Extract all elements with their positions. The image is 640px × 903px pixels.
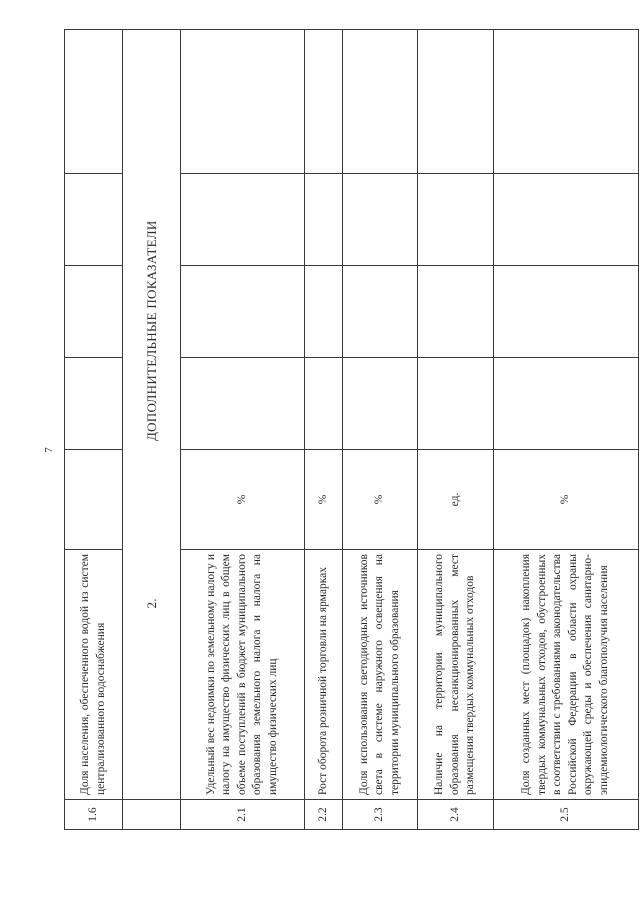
- value-cell: [180, 30, 304, 174]
- row-number: 1.6: [65, 800, 123, 830]
- section-heading: [123, 30, 180, 800]
- value-cell: [305, 266, 343, 358]
- value-cell: [418, 358, 494, 450]
- indicator-name: Удельный вес недоимки по земельному налогу и налогу на имущество физических лиц в общем объеме поступлений в бюджет муниципального образования земельного налога и налога на имущество физических лиц: [180, 550, 304, 800]
- table-row: [418, 30, 494, 830]
- value-cell: [418, 266, 494, 358]
- table-row: [305, 30, 343, 830]
- rotated-table-frame: [64, 30, 639, 830]
- value-cell: [65, 358, 123, 450]
- section-number: 2.: [143, 598, 159, 609]
- table-row: [342, 30, 418, 830]
- indicator-unit: ед.: [418, 450, 494, 550]
- indicator-unit: [65, 450, 123, 550]
- value-cell: [493, 174, 638, 266]
- section-number-cell: [123, 800, 180, 830]
- indicator-name: Доля использования светодиодных источников света в системе наружного освещения на территории муниципального образования: [342, 550, 418, 800]
- row-number: 2.2: [305, 800, 343, 830]
- indicator-name: Рост оборота розничной торговли на ярмарках: [305, 550, 343, 800]
- section-title: ДОПОЛНИТЕЛЬНЫЕ ПОКАЗАТЕЛИ: [143, 220, 159, 442]
- value-cell: [65, 174, 123, 266]
- page-number: 7: [43, 447, 55, 453]
- row-number: 2.4: [418, 800, 494, 830]
- row-number: 2.5: [493, 800, 638, 830]
- value-cell: [342, 358, 418, 450]
- value-cell: [180, 174, 304, 266]
- indicator-name: Наличие на территории муниципального образования несанкционированных мест размещения твердых коммунальных отходов: [418, 550, 494, 800]
- indicator-name: Доля созданных мест (площадок) накопления твердых коммунальных отходов, обустроенных в соответствии с требованиями законодательства Российской Федерации в области охраны окружающей среды и обеспечения санитарно-эпидемиологического благополучия населения: [493, 550, 638, 800]
- value-cell: [418, 174, 494, 266]
- indicator-unit: %: [180, 450, 304, 550]
- value-cell: [305, 174, 343, 266]
- indicator-name: Доля населения, обеспеченного водой из систем централизованного водоснабжения: [65, 550, 123, 800]
- value-cell: [342, 30, 418, 174]
- table-row: [180, 30, 304, 830]
- value-cell: [418, 30, 494, 174]
- value-cell: [305, 358, 343, 450]
- value-cell: [180, 266, 304, 358]
- value-cell: [493, 266, 638, 358]
- row-number: 2.3: [342, 800, 418, 830]
- value-cell: [65, 266, 123, 358]
- table-row: [65, 30, 123, 830]
- indicator-unit: %: [493, 450, 638, 550]
- row-number: 2.1: [180, 800, 304, 830]
- value-cell: [305, 30, 343, 174]
- value-cell: [342, 266, 418, 358]
- value-cell: [493, 358, 638, 450]
- section-row: [123, 30, 180, 830]
- indicator-unit: %: [305, 450, 343, 550]
- value-cell: [180, 358, 304, 450]
- table-row: [493, 30, 638, 830]
- value-cell: [493, 30, 638, 174]
- value-cell: [65, 30, 123, 174]
- indicators-table: [64, 29, 639, 830]
- value-cell: [342, 174, 418, 266]
- indicator-unit: %: [342, 450, 418, 550]
